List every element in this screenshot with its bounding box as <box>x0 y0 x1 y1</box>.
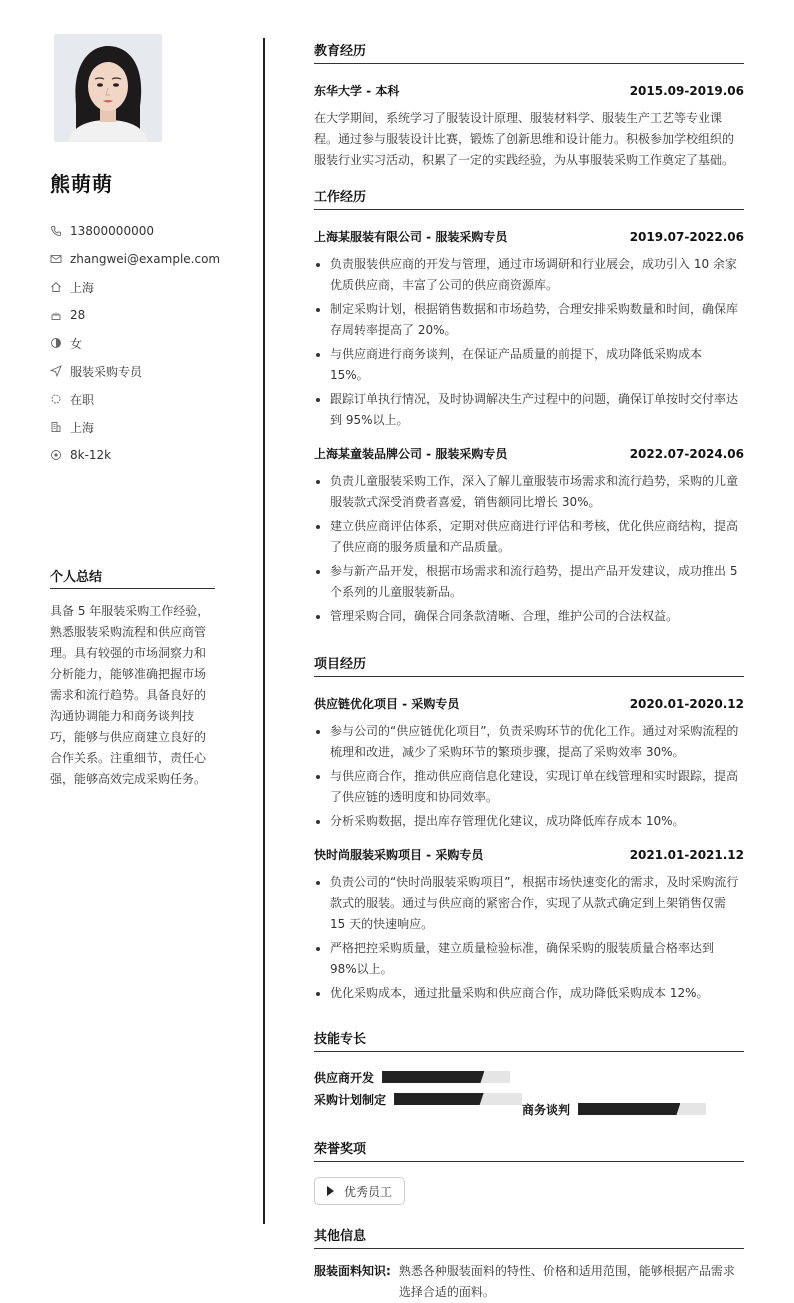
list-item: 严格把控采购质量，建立质量检验标准，确保采购的服装质量合格率达到 98%以上。 <box>314 938 744 980</box>
contact-list <box>50 217 220 469</box>
job-head <box>314 445 744 462</box>
skill-item <box>314 1088 522 1110</box>
project-head <box>314 695 744 712</box>
play-icon <box>327 1186 334 1196</box>
project-section <box>314 653 744 1004</box>
contact-salary <box>50 441 220 469</box>
job-date: 2019.07-2022.06 <box>629 229 744 244</box>
contact-status <box>50 385 220 413</box>
skill-item <box>522 1098 706 1120</box>
list-item: 建立供应商评估体系，定期对供应商进行评估和考核，优化供应商结构，提高了供应商的服务质量和产品质量。 <box>314 516 744 558</box>
list-item: 跟踪订单执行情况，及时协调解决生产过程中的问题，确保订单按时交付率达到 95%以上。 <box>314 389 744 431</box>
project-bullets <box>314 721 744 832</box>
project-title: 项目经历 <box>314 653 744 677</box>
contact-phone-text: 13800000000 <box>70 224 154 238</box>
skill-bar <box>382 1071 510 1083</box>
job-head <box>314 228 744 245</box>
email-icon <box>50 253 62 265</box>
education-section <box>314 40 744 171</box>
contact-status-text: 在职 <box>70 392 95 407</box>
other-title: 其他信息 <box>314 1225 744 1249</box>
summary-section <box>50 566 215 790</box>
other-section <box>314 1225 744 1303</box>
other-label: 服装面料知识: <box>314 1264 391 1278</box>
home-icon <box>50 281 62 293</box>
award-badge <box>314 1177 405 1205</box>
education-desc: 在大学期间，系统学习了服装设计原理、服装材料学、服装生产工艺等专业课程。通过参与服装设计比赛，锻炼了创新思维和设计能力。积极参加学校组织的服装行业实习活动，积累了一定的实践经验，为从事服装采购工作奠定了基础。 <box>314 111 735 167</box>
right-column <box>314 40 744 1303</box>
project-date: 2021.01-2021.12 <box>629 847 744 862</box>
education-school: 东华大学 - 本科 <box>314 84 400 98</box>
job-date: 2022.07-2024.06 <box>629 446 744 461</box>
honors-section <box>314 1138 744 1205</box>
skill-bar <box>578 1103 706 1115</box>
project-name: 供应链优化项目 - 采购专员 <box>314 697 460 711</box>
work-title: 工作经历 <box>314 186 744 210</box>
job-bullets <box>314 254 744 431</box>
contact-city-text: 上海 <box>70 420 95 435</box>
skill-bar <box>394 1093 522 1105</box>
list-item: 优化采购成本，通过批量采购和供应商合作，成功降低采购成本 12%。 <box>314 983 744 1004</box>
list-item: 制定采购计划，根据销售数据和市场趋势，合理安排采购数量和时间，确保库存周转率提高了 20%。 <box>314 299 744 341</box>
honors-title: 荣誉奖项 <box>314 1138 744 1162</box>
list-item: 负责儿童服装采购工作，深入了解儿童服装市场需求和流行趋势，采购的儿童服装款式深受消费者喜爱，销售额同比增长 30%。 <box>314 471 744 513</box>
contact-email-text: zhangwei@example.com <box>70 252 221 266</box>
work-section <box>314 186 744 627</box>
contact-email <box>50 245 220 273</box>
summary-text: 具备 5 年服装采购工作经验，熟悉服装采购流程和供应商管理。具有较强的市场洞察力和分析能力，能够准确把握市场需求和流行趋势。具备良好的沟通协调能力和商务谈判技巧，能够与供应商建立良好的合作关系。注重细节，责任心强，能够高效完成采购任务。 <box>50 604 210 786</box>
award-label: 优秀员工 <box>344 1184 393 1199</box>
avatar <box>54 34 162 142</box>
building-icon <box>50 421 62 433</box>
contact-phone <box>50 217 220 245</box>
gender-icon <box>50 337 62 349</box>
honors-list <box>314 1177 744 1205</box>
list-item: 管理采购合同，确保合同条款清晰、合理，维护公司的合法权益。 <box>314 606 744 627</box>
list-item: 参与公司的“供应链优化项目”，负责采购环节的优化工作。通过对采购流程的梳理和改进，减少了采购环节的繁琐步骤，提高了采购效率 30%。 <box>314 721 744 763</box>
skill-name: 供应商开发 <box>314 1070 375 1085</box>
skill-bar-fill <box>578 1103 680 1115</box>
cake-icon <box>50 309 62 321</box>
contact-salary-text: 8k-12k <box>70 448 112 462</box>
project-head <box>314 846 744 863</box>
contact-gender <box>50 329 220 357</box>
skills-title: 技能专长 <box>314 1028 744 1052</box>
education-head <box>314 82 744 99</box>
education-date: 2015.09-2019.06 <box>629 83 744 98</box>
list-item: 分析采购数据，提出库存管理优化建议，成功降低库存成本 10%。 <box>314 811 744 832</box>
job-title: 上海某服装有限公司 - 服装采购专员 <box>314 230 508 244</box>
contact-age <box>50 301 220 329</box>
contact-position-text: 服装采购专员 <box>70 364 143 379</box>
skill-name: 采购计划制定 <box>314 1092 387 1107</box>
project-date: 2020.01-2020.12 <box>629 696 744 711</box>
candidate-name: 熊萌萌 <box>50 172 113 196</box>
skill-bar-fill <box>382 1071 484 1083</box>
skills-list <box>314 1066 744 1120</box>
list-item: 与供应商合作，推动供应商信息化建设，实现订单在线管理和实时跟踪，提高了供应链的透明度和协同效率。 <box>314 766 744 808</box>
summary-title: 个人总结 <box>50 566 215 589</box>
list-item: 负责服装供应商的开发与管理，通过市场调研和行业展会，成功引入 10 余家优质供应商，丰富了公司的供应商资源库。 <box>314 254 744 296</box>
job-title: 上海某童装品牌公司 - 服装采购专员 <box>314 447 508 461</box>
skill-name: 商务谈判 <box>522 1102 571 1117</box>
left-column <box>50 34 220 469</box>
project-name: 快时尚服装采购项目 - 采购专员 <box>314 848 484 862</box>
contact-gender-text: 女 <box>70 336 83 351</box>
phone-icon <box>50 225 62 237</box>
list-item: 参与新产品开发，根据市场需求和流行趋势，提出产品开发建议，成功推出 5 个系列的儿童服装新品。 <box>314 561 744 603</box>
job-bullets <box>314 471 744 627</box>
other-item <box>314 1261 744 1303</box>
send-icon <box>50 365 62 377</box>
skill-bar-fill <box>394 1093 484 1105</box>
list-item: 与供应商进行商务谈判，在保证产品质量的前提下，成功降低采购成本 15%。 <box>314 344 744 386</box>
status-icon <box>50 393 62 405</box>
education-title: 教育经历 <box>314 40 744 64</box>
contact-position <box>50 357 220 385</box>
skills-section <box>314 1028 744 1120</box>
column-divider <box>263 38 265 1224</box>
skill-item <box>314 1066 536 1088</box>
other-text: 熟悉各种服装面料的特性、价格和适用范围，能够根据产品需求选择合适的面料。 <box>398 1264 735 1299</box>
contact-city <box>50 413 220 441</box>
contact-home-text: 上海 <box>70 280 95 295</box>
contact-home <box>50 273 220 301</box>
project-bullets <box>314 872 744 1004</box>
salary-icon <box>50 449 62 461</box>
contact-age-text: 28 <box>70 308 86 322</box>
list-item: 负责公司的“快时尚服装采购项目”，根据市场快速变化的需求，及时采购流行款式的服装。通过与供应商的紧密合作，实现了从款式确定到上架销售仅需 15 天的快速响应。 <box>314 872 744 935</box>
